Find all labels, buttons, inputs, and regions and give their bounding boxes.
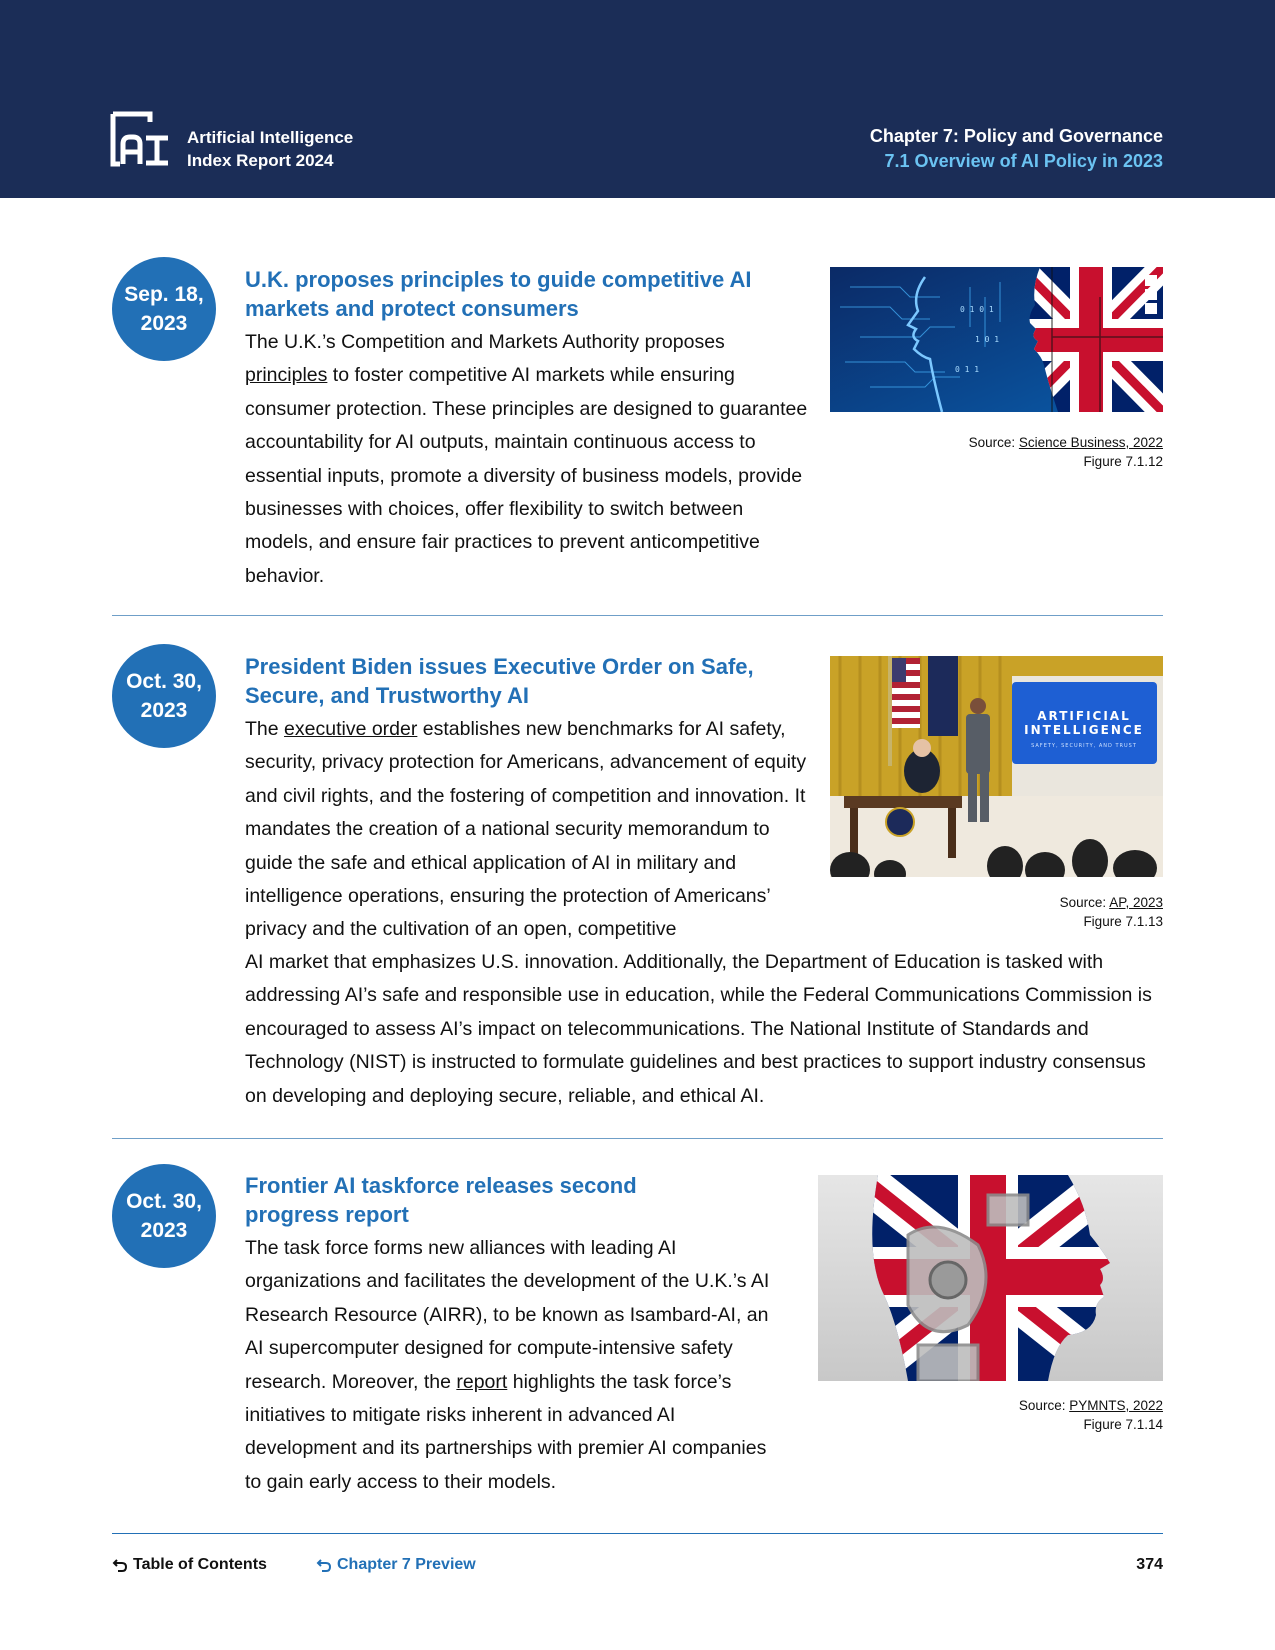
toc-label: Table of Contents	[133, 1556, 267, 1573]
source-link[interactable]: Science Business, 2022	[1018, 435, 1163, 450]
section-divider	[112, 1138, 1163, 1139]
uk-ai-face-image	[830, 267, 1163, 412]
principles-link[interactable]: principles	[245, 364, 328, 387]
svg-text:0 1 0 1: 0 1 0 1	[960, 305, 994, 314]
date-line-2: 2023	[140, 699, 188, 722]
return-arrow-icon	[316, 1557, 332, 1573]
page-number: 374	[1136, 1556, 1163, 1573]
source-link[interactable]: AP, 2023	[1109, 895, 1163, 910]
figure-number: Figure 7.1.13	[1083, 914, 1163, 929]
body-text: establishes new benchmarks for AI safety, security, privacy protection for Americans, advancement of equity and civil rights, and the fostering of competition and innovation. It mandates the creation of a national security memorandum to guide the safe and ethical application of AI in military and intelligence operations, ensuring the protection of Americans’ privacy and the cultivation of an open, competitive	[245, 718, 807, 941]
date-badge	[112, 257, 216, 361]
entry-title: President Biden issues Executive Order on Safe, Secure, and Trustworthy AI	[245, 654, 754, 708]
entry-title: U.K. proposes principles to guide competitive AI markets and protect consumers	[245, 267, 752, 321]
body-text: highlights the task force’s initiatives to mitigate risks inherent in advanced AI development and its partnerships with premier AI companies to gain early access to their models.	[245, 1370, 767, 1493]
entry-body-continued: AI market that emphasizes U.S. innovation. Additionally, the Department of Education is tasked with addressing AI’s safe and responsible use in education, while the Federal Communications Commission is encouraged to assess AI’s impact on telecommunications. The National Institute of Standards and Technology (NIST) is instructed to formulate guidelines and best practices to support industry consensus on developing and deploying secure, reliable, and ethical AI.	[245, 951, 1152, 1107]
table-of-contents-link[interactable]	[112, 1556, 267, 1574]
body-text: The	[245, 718, 285, 740]
biden-signing-photo	[830, 656, 1163, 877]
ai-index-logo	[110, 111, 174, 167]
entry-body	[245, 326, 810, 593]
screen-text-2: INTELLIGENCE	[1024, 723, 1144, 737]
body-text: The task force forms new alliances with leading AI organizations and facilitates the development of the U.K.’s AI Research Resource (AIRR), to be known as Isambard-AI, an AI supercomputer designed for compute-intensive safety research. Moreover, the	[245, 1237, 770, 1393]
entry-body	[245, 1232, 780, 1499]
date-badge	[112, 644, 216, 748]
figure-caption	[1019, 1396, 1163, 1434]
chapter-heading	[870, 124, 1163, 174]
report-link[interactable]: report	[456, 1370, 508, 1393]
entry-body	[245, 713, 815, 947]
chapter-preview-label: Chapter 7 Preview	[337, 1556, 476, 1573]
page-header	[0, 0, 1275, 198]
footer-divider	[112, 1533, 1163, 1534]
source-label: Source:	[1059, 895, 1110, 910]
date-line-2: 2023	[140, 1219, 188, 1242]
chapter-title: Chapter 7: Policy and Governance	[869, 126, 1163, 146]
svg-text:1 0 1: 1 0 1	[975, 335, 1000, 344]
uk-robot-head-image	[818, 1175, 1163, 1381]
source-label: Source:	[1018, 1398, 1070, 1413]
date-badge	[112, 1164, 216, 1268]
chapter-subtitle: 7.1 Overview of AI Policy in 2023	[884, 151, 1163, 171]
figure-number: Figure 7.1.12	[1083, 454, 1163, 469]
screen-text-3: SAFETY, SECURITY, AND TRUST	[1031, 743, 1137, 749]
entry-title: Frontier AI taskforce releases second progress report	[245, 1173, 637, 1227]
date-line-1: Oct. 30,	[126, 1190, 202, 1213]
return-arrow-icon	[112, 1557, 128, 1573]
section-divider	[112, 615, 1163, 616]
brand-line-2: Index Report 2024	[187, 151, 334, 170]
source-link[interactable]: PYMNTS, 2022	[1069, 1398, 1163, 1413]
date-line-2: 2023	[140, 312, 188, 335]
body-text: The U.K.’s Competition and Markets Authority proposes	[245, 331, 725, 353]
svg-text:0 1 1: 0 1 1	[955, 365, 980, 374]
source-label: Source:	[968, 435, 1019, 450]
chapter-preview-link[interactable]	[316, 1556, 476, 1574]
figure-caption	[1060, 893, 1163, 931]
executive-order-link[interactable]: executive order	[284, 718, 418, 740]
date-line-1: Oct. 30,	[126, 670, 202, 693]
report-brand	[187, 126, 353, 172]
brand-line-1: Artificial Intelligence	[187, 128, 354, 147]
figure-caption	[969, 433, 1163, 471]
body-text: to foster competitive AI markets while ensuring consumer protection. These principles are designed to guarantee accountability for AI outputs, maintain continuous access to essential inputs, promote a diversity of business models, provide businesses with choices, offer flexibility to switch between models, and ensure fair practices to prevent anticompetitive behavior.	[245, 364, 808, 587]
figure-number: Figure 7.1.14	[1083, 1417, 1163, 1432]
date-line-1: Sep. 18,	[124, 283, 204, 306]
screen-text-1: ARTIFICIAL	[1037, 709, 1131, 723]
